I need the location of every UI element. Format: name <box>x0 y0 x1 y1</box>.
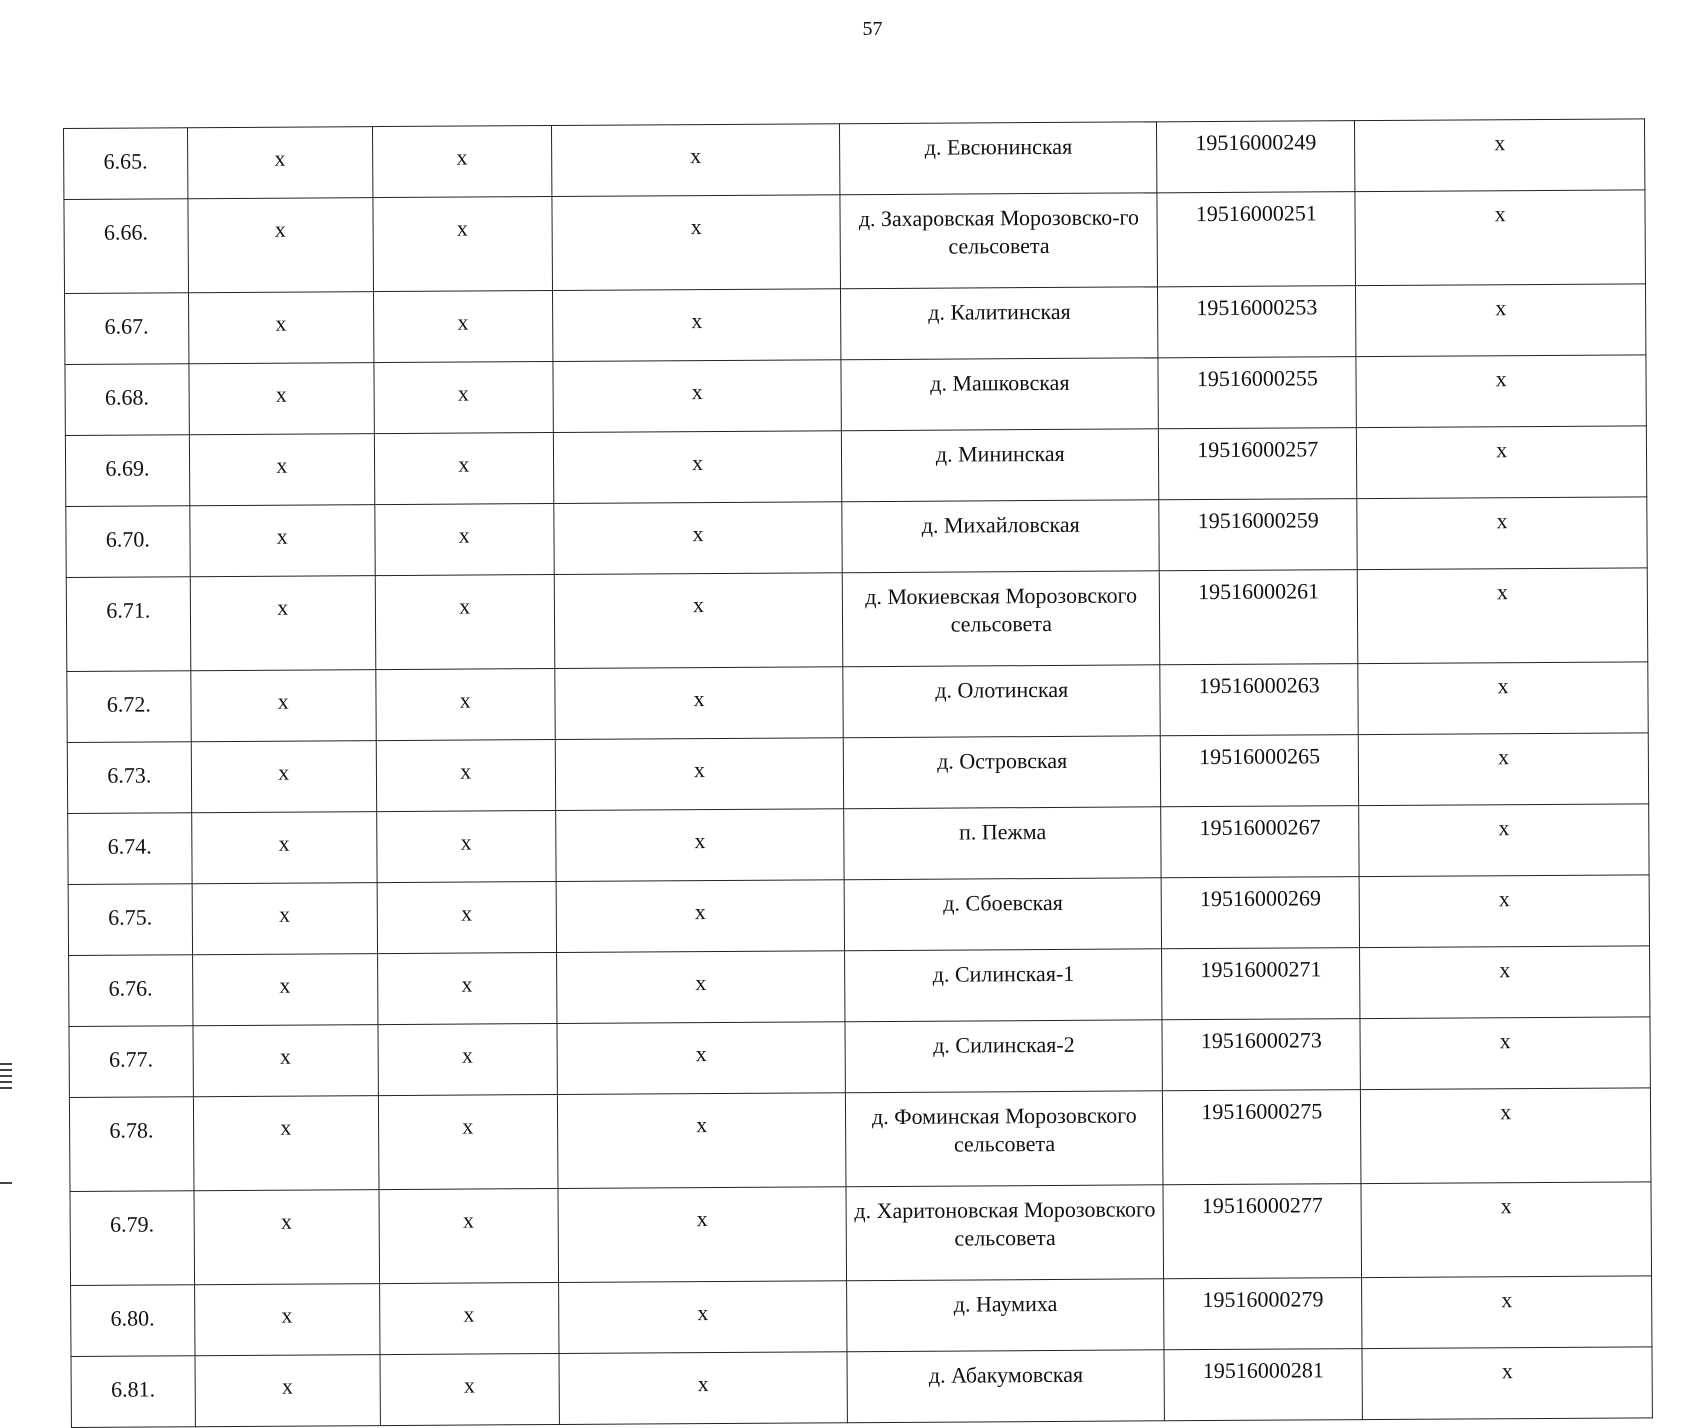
settlement-name: д. Захаровская Морозовско-го сельсовета <box>840 193 1157 289</box>
cell-x: х <box>1359 733 1649 806</box>
cell-x: х <box>552 289 841 362</box>
cell-x: х <box>1359 804 1649 877</box>
cell-x: х <box>379 1282 558 1354</box>
cell-x: х <box>555 809 844 882</box>
row-number: 6.76. <box>69 955 193 1027</box>
cell-x: х <box>551 124 840 197</box>
cell-x: х <box>188 292 373 364</box>
cell-x: х <box>556 951 845 1024</box>
cell-x: х <box>1362 1347 1652 1420</box>
cell-x: х <box>377 882 556 954</box>
settlement-name: д. Мокиевская Морозовского сельсовета <box>843 571 1160 667</box>
cell-x: х <box>190 505 375 577</box>
oktmo-code: 19516000263 <box>1160 664 1359 736</box>
cell-x: х <box>1355 190 1645 286</box>
cell-x: х <box>189 363 374 435</box>
table-row <box>71 1347 1652 1428</box>
row-number: 6.78. <box>69 1097 193 1192</box>
cell-x: х <box>558 1281 847 1354</box>
table-row <box>64 119 1645 200</box>
cell-x: х <box>375 575 555 670</box>
cell-x: х <box>1355 119 1645 192</box>
cell-x: х <box>556 880 845 953</box>
settlement-name: д. Наумиха <box>847 1279 1164 1352</box>
row-number: 6.65. <box>64 128 188 200</box>
cell-x: х <box>555 667 844 740</box>
cell-x: х <box>553 431 842 504</box>
cell-x: х <box>1357 426 1647 499</box>
table-row <box>66 497 1647 578</box>
table-row <box>68 804 1649 885</box>
cell-x: х <box>1361 1182 1651 1278</box>
cell-x: х <box>558 1187 847 1283</box>
cell-x: х <box>190 576 376 671</box>
cell-x: х <box>554 502 843 575</box>
cell-x: х <box>1356 284 1646 357</box>
row-number: 6.80. <box>71 1285 195 1357</box>
cell-x: х <box>1356 355 1646 428</box>
margin-dash <box>0 1182 12 1184</box>
table-body <box>64 119 1653 1428</box>
binding-margin-marks <box>0 1063 12 1093</box>
cell-x: х <box>1358 662 1648 735</box>
settlement-name: д. Михайловская <box>842 500 1159 573</box>
settlement-name: д. Абакумовская <box>847 1350 1164 1423</box>
table-row <box>65 426 1646 507</box>
cell-x: х <box>1362 1276 1652 1349</box>
cell-x: х <box>1358 568 1648 664</box>
cell-x: х <box>374 433 553 505</box>
table-row <box>70 1182 1652 1286</box>
oktmo-code: 19516000265 <box>1160 735 1359 807</box>
table-row <box>66 568 1648 672</box>
cell-x: х <box>555 738 844 811</box>
cell-x: х <box>378 1094 558 1189</box>
cell-x: х <box>374 362 553 434</box>
settlement-name: п. Пежма <box>844 807 1161 880</box>
oktmo-code: 19516000269 <box>1161 877 1360 949</box>
cell-x: х <box>1360 1017 1650 1090</box>
cell-x: х <box>193 1025 378 1097</box>
cell-x: х <box>376 740 555 812</box>
row-number: 6.67. <box>65 293 189 365</box>
row-number: 6.79. <box>70 1191 194 1286</box>
row-number: 6.71. <box>66 577 190 672</box>
cell-x: х <box>191 741 376 813</box>
cell-x: х <box>194 1284 379 1356</box>
row-number: 6.68. <box>65 364 189 436</box>
table-row <box>69 946 1650 1027</box>
cell-x: х <box>379 1188 559 1283</box>
oktmo-code: 19516000275 <box>1163 1090 1362 1185</box>
cell-x: х <box>552 195 841 291</box>
cell-x: х <box>192 883 377 955</box>
row-number: 6.75. <box>68 884 192 956</box>
table-row <box>65 355 1646 436</box>
oktmo-code: 19516000257 <box>1159 428 1358 500</box>
cell-x: х <box>189 434 374 506</box>
oktmo-code: 19516000271 <box>1162 948 1361 1020</box>
cell-x: х <box>557 1093 846 1189</box>
oktmo-code: 19516000255 <box>1158 357 1357 429</box>
settlement-name: д. Олотинская <box>843 665 1160 738</box>
cell-x: х <box>375 504 554 576</box>
oktmo-code: 19516000249 <box>1157 121 1356 193</box>
row-number: 6.73. <box>67 742 191 814</box>
cell-x: х <box>557 1022 846 1095</box>
settlement-name: д. Островская <box>844 736 1161 809</box>
settlement-name: д. Мининская <box>842 429 1159 502</box>
cell-x: х <box>194 1190 380 1285</box>
cell-x: х <box>372 126 551 198</box>
cell-x: х <box>191 812 376 884</box>
cell-x: х <box>380 1353 559 1425</box>
oktmo-code: 19516000277 <box>1163 1184 1362 1279</box>
settlement-name: д. Силинская-2 <box>845 1020 1162 1093</box>
cell-x: х <box>553 360 842 433</box>
cell-x: х <box>1361 1088 1651 1184</box>
cell-x: х <box>188 198 374 293</box>
table-row <box>64 190 1646 294</box>
settlement-name: д. Силинская-1 <box>845 949 1162 1022</box>
table-row <box>68 875 1649 956</box>
cell-x: х <box>187 127 372 199</box>
cell-x: х <box>1360 946 1650 1019</box>
oktmo-code: 19516000251 <box>1157 192 1356 287</box>
cell-x: х <box>554 573 843 669</box>
row-number: 6.69. <box>65 435 189 507</box>
oktmo-code: 19516000279 <box>1164 1278 1363 1350</box>
settlements-table-wrapper <box>63 118 1653 1428</box>
cell-x: х <box>192 954 377 1026</box>
cell-x: х <box>1359 875 1649 948</box>
row-number: 6.72. <box>67 671 191 743</box>
row-number: 6.66. <box>64 199 188 294</box>
table-row <box>71 1276 1652 1357</box>
row-number: 6.70. <box>66 506 190 578</box>
oktmo-code: 19516000281 <box>1164 1349 1363 1421</box>
settlement-name: д. Калитинская <box>841 287 1158 360</box>
table-row <box>65 284 1646 365</box>
table-row <box>67 733 1648 814</box>
cell-x: х <box>373 197 553 292</box>
oktmo-code: 19516000267 <box>1161 806 1360 878</box>
settlement-name: д. Евсюнинская <box>840 122 1157 195</box>
cell-x: х <box>377 953 556 1025</box>
table-row <box>69 1017 1650 1098</box>
settlement-name: д. Харитоновская Морозовского сельсовета <box>846 1185 1163 1281</box>
table-row <box>67 662 1648 743</box>
cell-x: х <box>376 811 555 883</box>
cell-x: х <box>378 1024 557 1096</box>
settlements-table <box>63 118 1653 1428</box>
cell-x: х <box>376 669 555 741</box>
oktmo-code: 19516000273 <box>1162 1019 1361 1091</box>
cell-x: х <box>195 1355 380 1427</box>
oktmo-code: 19516000259 <box>1159 499 1358 571</box>
cell-x: х <box>559 1352 848 1425</box>
table-row <box>69 1088 1651 1192</box>
cell-x: х <box>193 1096 379 1191</box>
row-number: 6.81. <box>71 1356 195 1428</box>
oktmo-code: 19516000253 <box>1158 286 1357 358</box>
oktmo-code: 19516000261 <box>1159 570 1358 665</box>
cell-x: х <box>191 670 376 742</box>
row-number: 6.74. <box>68 813 192 885</box>
settlement-name: д. Сбоевская <box>845 878 1162 951</box>
settlement-name: д. Фоминская Морозовского сельсовета <box>846 1091 1163 1187</box>
cell-x: х <box>1357 497 1647 570</box>
cell-x: х <box>373 291 552 363</box>
row-number: 6.77. <box>69 1026 193 1098</box>
page-number: 57 <box>862 18 883 40</box>
settlement-name: д. Машковская <box>841 358 1158 431</box>
